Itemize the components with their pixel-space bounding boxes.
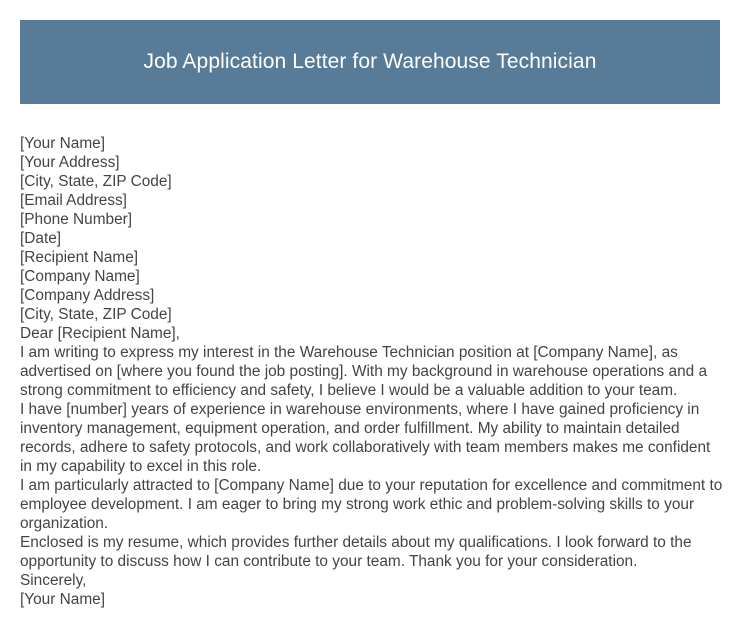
salutation: Dear [Recipient Name], [20, 325, 180, 342]
sender-address: [Your Address] [20, 154, 120, 171]
paragraph-intro: I am writing to express my interest in the Warehouse Technician position at [Company Name], as advertised on [where you found the job posting]. With my background in warehouse operations and a strong commitment to efficiency and safety, I believe I would be a valuable addition to your team. [20, 344, 708, 399]
recipient-city-state-zip: [City, State, ZIP Code] [20, 306, 172, 323]
page-header [20, 20, 720, 104]
recipient-company: [Company Name] [20, 268, 140, 285]
page-title: Job Application Letter for Warehouse Technician [143, 50, 597, 73]
sender-name: [Your Name] [20, 135, 105, 152]
sender-city-state-zip: [City, State, ZIP Code] [20, 173, 172, 190]
sender-phone: [Phone Number] [20, 211, 133, 228]
letter-body [20, 134, 724, 609]
paragraph-closing: Enclosed is my resume, which provides further details about my qualifications. I look forward to the opportunity to discuss how I can contribute to your team. Thank you for your consideration. [20, 534, 692, 570]
recipient-company-address: [Company Address] [20, 287, 155, 304]
paragraph-experience: I have [number] years of experience in warehouse environments, where I have gained proficiency in inventory management, equipment operation, and order fulfillment. My ability to maintain detailed records, adhere to safety protocols, and work collaboratively with team members makes me confident in my capability to excel in this role. [20, 401, 711, 475]
sender-email: [Email Address] [20, 192, 127, 209]
closing: Sincerely, [20, 572, 87, 589]
signature: [Your Name] [20, 591, 105, 608]
recipient-name: [Recipient Name] [20, 249, 139, 266]
letter-date: [Date] [20, 230, 62, 247]
paragraph-motivation: I am particularly attracted to [Company Name] due to your reputation for excellence and commitment to employee development. I am eager to bring my strong work ethic and problem-solving skills to your organization. [20, 477, 723, 532]
